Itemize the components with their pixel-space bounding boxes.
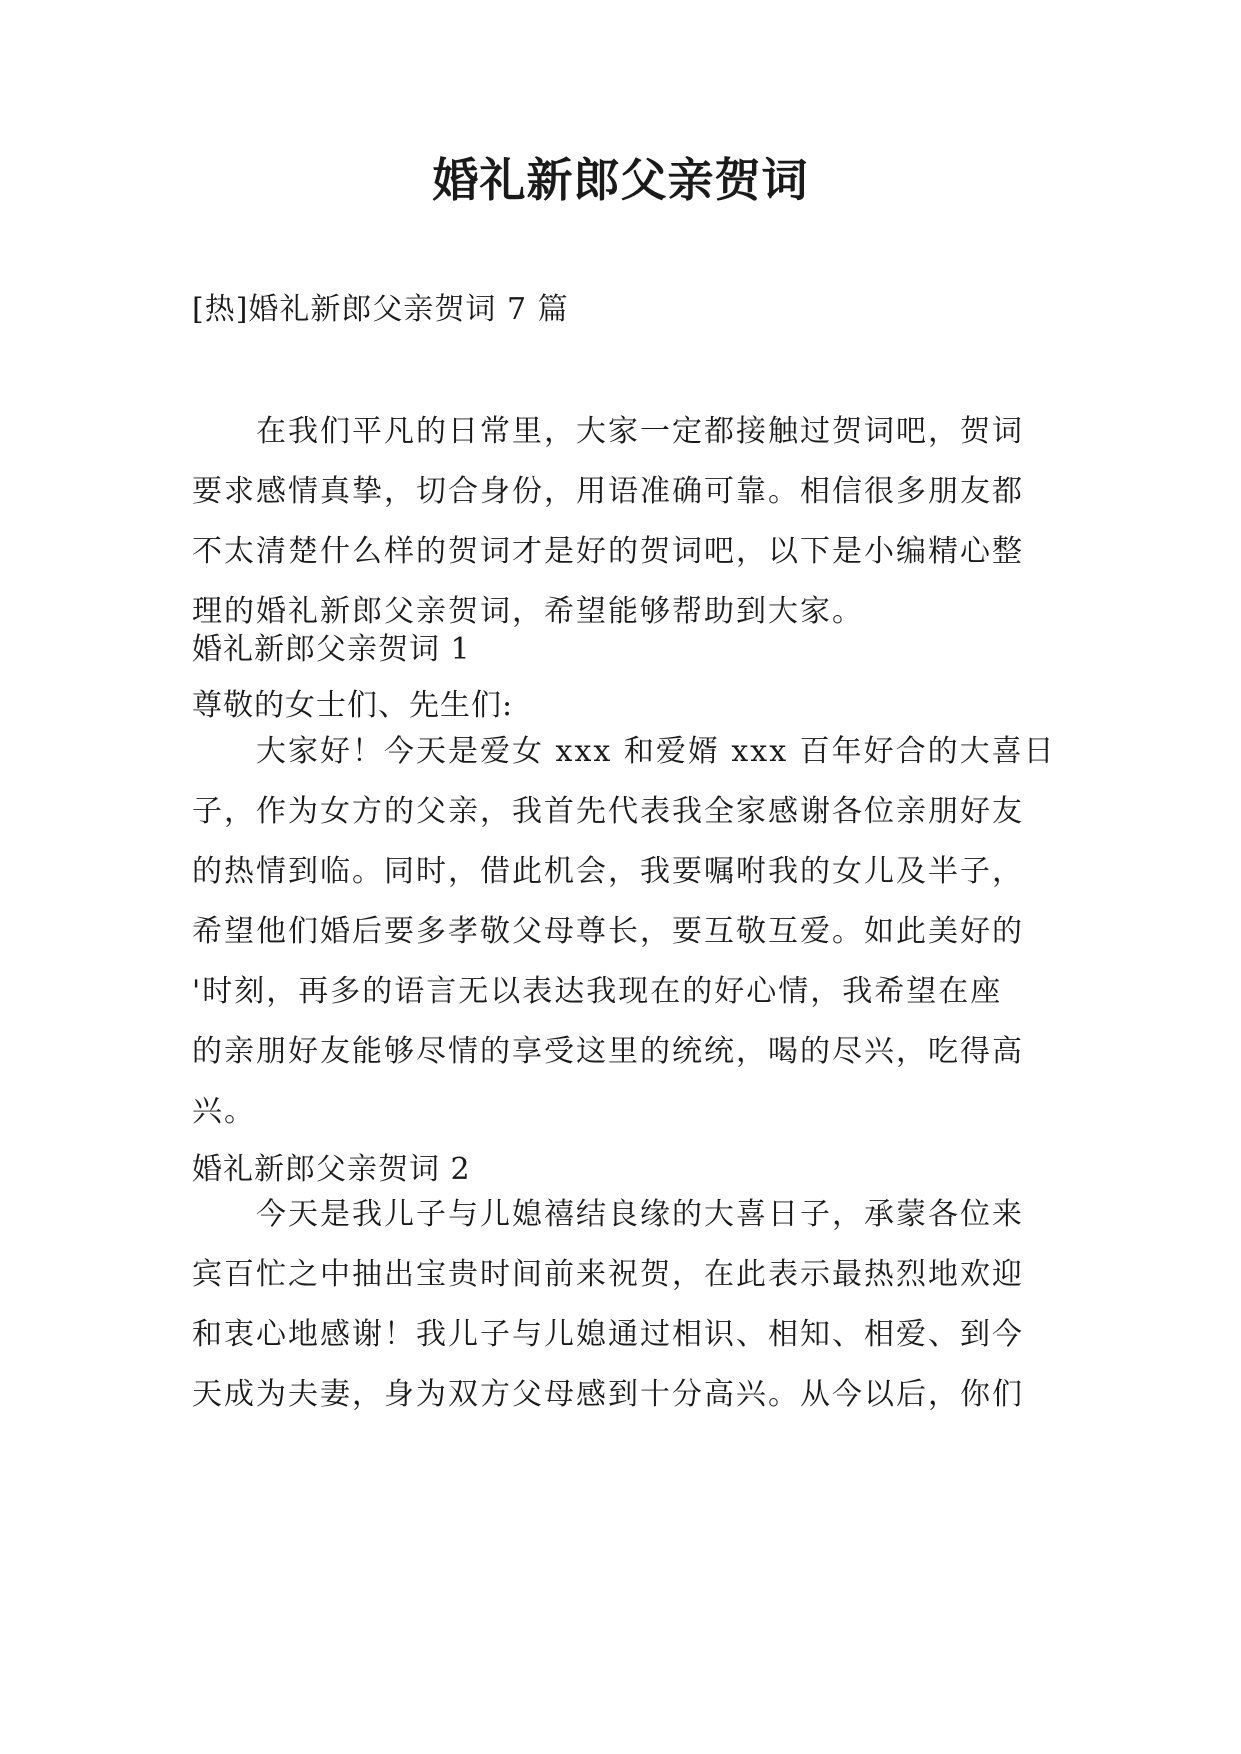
section-2-body: 今天是我儿子与儿媳禧结良缘的大喜日子，承蒙各位来 宾百忙之中抽出宝贵时间前来祝贺，在此表示最热烈地欢迎 和衷心地感谢！我儿子与儿媳通过相识、相知、相爱、到今 天成为夫妻，身为双方父母感到十分高兴。从今以后，你们 xyxy=(192,1197,1024,1412)
section-1-body: 大家好！今天是爱女 xxx 和爱婿 xxx 百年好合的大喜日 子，作为女方的父亲，我首先代表我全家感谢各位亲朋好友 的热情到临。同时，借此机会，我要嘱咐我的女儿及半子， 希望他们婚后要多孝敬父母尊长，要互敬互爱。如此美好的 '时刻，再多的语言无以表达我现在的好心情，我希望在座 的亲朋好友能够尽情的享受这里的统统，喝的尽兴，吃得高 兴。 xyxy=(192,734,1056,1129)
document-title: 婚礼新郎父亲贺词 xyxy=(432,153,809,207)
document-subtitle: [热]婚礼新郎父亲贺词 7 篇 xyxy=(192,292,569,327)
intro-paragraph: 在我们平凡的日常里，大家一定都接触过贺词吧，贺词 要求感情真挚，切合身份，用语准确可靠。相信很多朋友都 不太清楚什么样的贺词才是好的贺词吧，以下是小编精心整 理的婚礼新郎父亲贺词，希望能够帮助到大家。 xyxy=(192,414,1024,629)
section-2-heading: 婚礼新郎父亲贺词 2 xyxy=(192,1152,471,1187)
section-1-heading: 婚礼新郎父亲贺词 1 xyxy=(192,632,471,667)
section-1-greeting: 尊敬的女士们、先生们: xyxy=(192,688,514,723)
